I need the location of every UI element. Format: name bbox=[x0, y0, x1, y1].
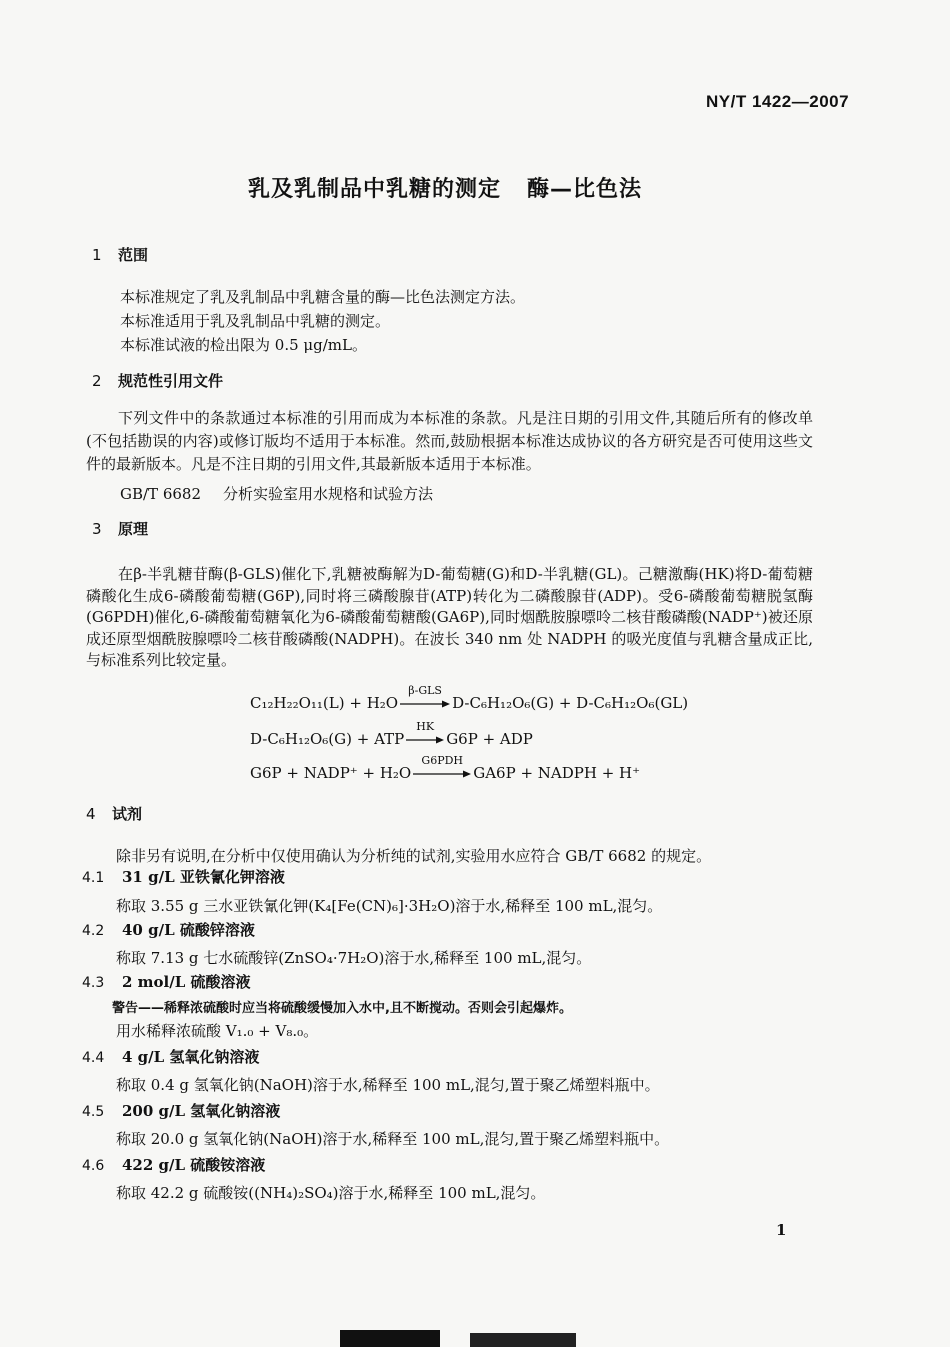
reagent-4-1-text: 称取 3.55 g 三水亚铁氰化钾(K₄[Fe(CN)₆]·3H₂O)溶于水,稀释至 100 mL,混匀。 bbox=[116, 897, 663, 915]
reagent-name: 4 g/L 氢氧化钠溶液 bbox=[122, 1048, 260, 1066]
reagent-4-1-heading bbox=[82, 866, 285, 887]
page-number: 1 bbox=[776, 1221, 787, 1239]
clause-number: 4.4 bbox=[82, 1050, 105, 1066]
section-number: 1 bbox=[92, 246, 102, 264]
normative-references-paragraph: 下列文件中的条款通过本标准的引用而成为本标准的条款。凡是注日期的引用文件,其随后所有的修改单(不包括勘误的内容)或修订版均不适用于本标准。然而,鼓励根据本标准达成协议的各方研究是否可使用这些文件的最新版本。凡是不注日期的引用文件,其最新版本适用于本标准。 bbox=[86, 409, 813, 473]
reagent-name: 31 g/L 亚铁氰化钾溶液 bbox=[122, 868, 285, 886]
equation-products: G6P + ADP bbox=[446, 730, 533, 748]
reagent-name: 200 g/L 氢氧化钠溶液 bbox=[122, 1102, 281, 1120]
section-title: 试剂 bbox=[112, 805, 143, 823]
standard-number: NY/T 1422—2007 bbox=[706, 92, 850, 111]
principle-paragraph: 在β-半乳糖苷酶(β-GLS)催化下,乳糖被酶解为D-葡萄糖(G)和D-半乳糖(GL)。己糖激酶(HK)将D-葡萄糖磷酸化生成6-磷酸葡萄糖(G6P),同时将三磷酸腺苷(ATP)转化为二磷酸腺苷(ADP)。受6-磷酸葡萄糖脱氢酶(G6PDH)催化,6-磷酸葡萄糖氧化为6-磷酸葡萄糖酸(GA6P),同时烟酰胺腺嘌呤二核苷酸磷酸(NADP⁺)被还原成还原型烟酰胺腺嘌呤二核苷酸磷酸(NADPH)。在波长 340 nm 处 NADPH 的吸光度值与乳糖含量成正比,与标准系列比较定量。 bbox=[86, 565, 813, 669]
reaction-arrow bbox=[406, 720, 444, 744]
clause-number: 4.1 bbox=[82, 870, 105, 886]
reagent-4-4-heading bbox=[82, 1046, 259, 1067]
section-title: 原理 bbox=[118, 520, 149, 538]
reagent-4-5-heading bbox=[82, 1100, 280, 1121]
title-method: 酶—比色法 bbox=[527, 177, 643, 202]
reaction-equation-3 bbox=[250, 754, 641, 782]
enzyme-label: HK bbox=[416, 720, 435, 733]
reagent-4-6-heading bbox=[82, 1154, 265, 1175]
section-4-heading bbox=[86, 803, 142, 824]
clause-number: 4.6 bbox=[82, 1158, 105, 1174]
clause-number: 4.2 bbox=[82, 923, 105, 939]
reagent-name: 422 g/L 硫酸铵溶液 bbox=[122, 1156, 266, 1174]
reagent-4-5-text: 称取 20.0 g 氢氧化钠(NaOH)溶于水,稀释至 100 mL,混匀,置于聚乙烯塑料瓶中。 bbox=[116, 1130, 670, 1148]
reaction-equation-2 bbox=[250, 720, 533, 748]
section-number: 4 bbox=[86, 805, 96, 823]
section-title: 规范性引用文件 bbox=[118, 372, 224, 390]
enzyme-label: G6PDH bbox=[421, 754, 464, 767]
title-main: 乳及乳制品中乳糖的测定 bbox=[248, 177, 502, 202]
clause-number: 4.3 bbox=[82, 975, 105, 991]
reagent-4-3-text: 用水稀释浓硫酸 V₁.₀ + V₈.₀。 bbox=[116, 1022, 319, 1040]
scope-line-1: 本标准规定了乳及乳制品中乳糖含量的酶—比色法测定方法。 bbox=[120, 288, 526, 306]
reagent-4-3-heading bbox=[82, 971, 250, 992]
section-number: 2 bbox=[92, 372, 102, 390]
reagent-4-2-text: 称取 7.13 g 七水硫酸锌(ZnSO₄·7H₂O)溶于水,稀释至 100 mL,混匀。 bbox=[116, 949, 592, 967]
equation-reactants: C₁₂H₂₂O₁₁(L) + H₂O bbox=[250, 694, 399, 712]
reagent-4-4-text: 称取 0.4 g 氢氧化钠(NaOH)溶于水,稀释至 100 mL,混匀,置于聚乙烯塑料瓶中。 bbox=[116, 1076, 660, 1094]
reference-code: GB/T 6682 bbox=[120, 485, 202, 503]
reference-entry bbox=[120, 483, 433, 504]
scope-line-3: 本标准试液的检出限为 0.5 μg/mL。 bbox=[120, 336, 367, 354]
reagents-intro: 除非另有说明,在分析中仅使用确认为分析纯的试剂,实验用水应符合 GB/T 6682 的规定。 bbox=[116, 847, 712, 865]
reagent-4-6-text: 称取 42.2 g 硫酸铵((NH₄)₂SO₄)溶于水,稀释至 100 mL,混匀。 bbox=[116, 1184, 546, 1202]
section-title: 范围 bbox=[118, 246, 149, 264]
section-1-heading bbox=[92, 244, 148, 265]
equation-reactants: G6P + NADP⁺ + H₂O bbox=[250, 764, 412, 782]
section-3-heading bbox=[92, 518, 148, 539]
document-title bbox=[248, 172, 642, 203]
reference-title: 分析实验室用水规格和试验方法 bbox=[223, 485, 434, 503]
reaction-equation-1 bbox=[250, 684, 689, 712]
scan-artifact bbox=[470, 1333, 576, 1347]
reagent-name: 40 g/L 硫酸锌溶液 bbox=[122, 921, 255, 939]
scope-line-2: 本标准适用于乳及乳制品中乳糖的测定。 bbox=[120, 312, 391, 330]
reagent-4-2-heading bbox=[82, 919, 255, 940]
reaction-arrow bbox=[413, 754, 471, 778]
reaction-arrow bbox=[400, 684, 450, 708]
section-number: 3 bbox=[92, 520, 102, 538]
equation-reactants: D-C₆H₁₂O₆(G) + ATP bbox=[250, 730, 405, 748]
equation-products: GA6P + NADPH + H⁺ bbox=[473, 764, 641, 782]
section-2-heading bbox=[92, 370, 223, 391]
scan-artifact bbox=[340, 1330, 440, 1347]
enzyme-label: β-GLS bbox=[408, 684, 442, 697]
equation-products: D-C₆H₁₂O₆(G) + D-C₆H₁₂O₆(GL) bbox=[452, 694, 689, 712]
clause-number: 4.5 bbox=[82, 1104, 105, 1120]
reagent-name: 2 mol/L 硫酸溶液 bbox=[122, 973, 251, 991]
warning-note: 警告——稀释浓硫酸时应当将硫酸缓慢加入水中,且不断搅动。否则会引起爆炸。 bbox=[112, 1001, 572, 1016]
